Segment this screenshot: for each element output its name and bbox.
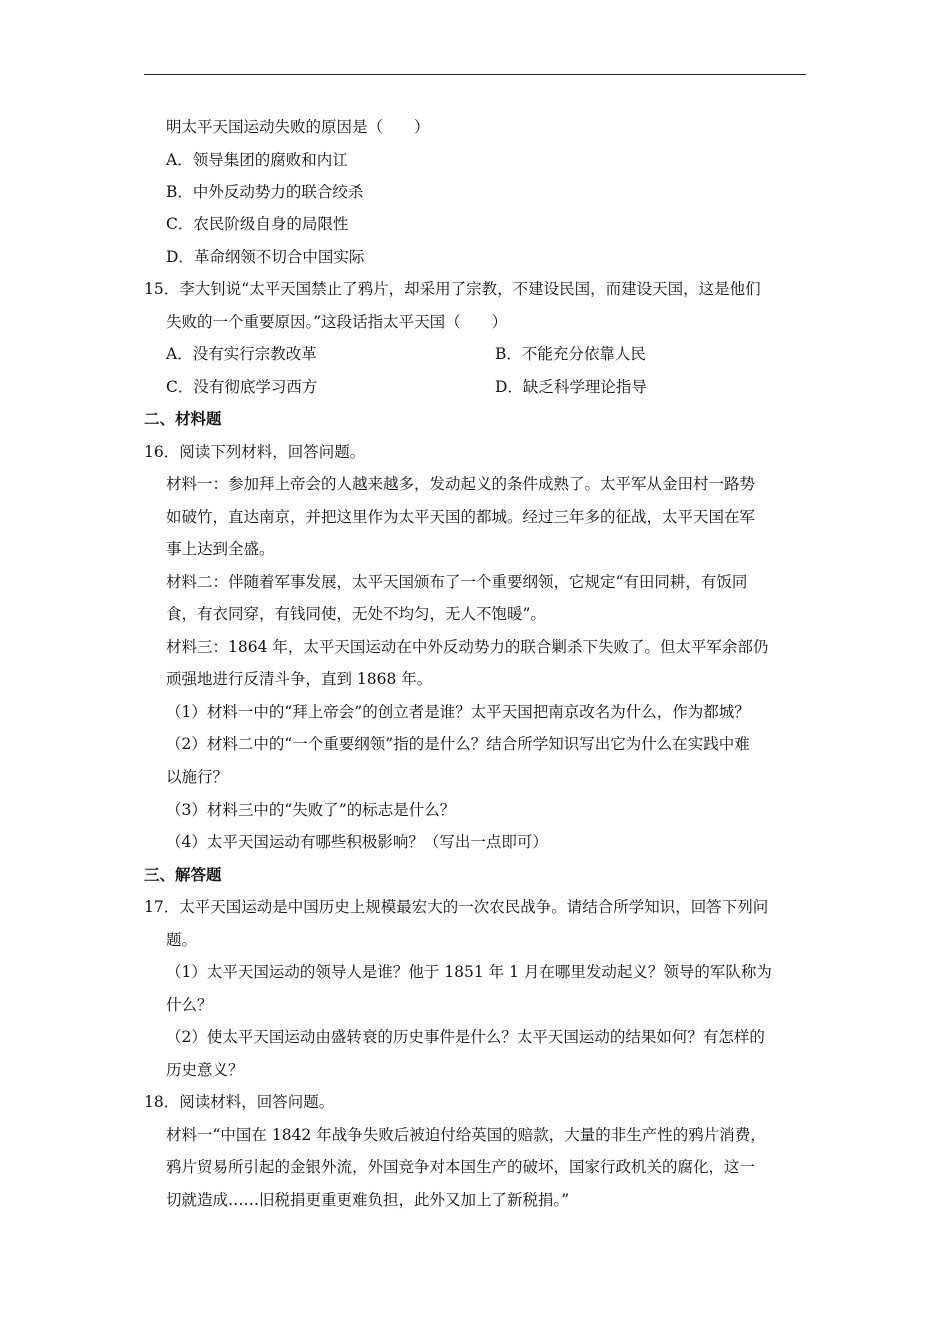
q16-subquestion-3: （3）材料三中的“失败了”的标志是什么？	[166, 801, 456, 819]
q16-material1-line2: 如破竹，直达南京，并把这里作为太平天国的都城。经过三年多的征战，太平天国在军	[166, 508, 756, 526]
q15-option-c: C．没有彻底学习西方	[166, 378, 318, 396]
q15-stem-line1: 15．李大钊说“太平天国禁止了鸦片，却采用了宗教，不建设民国，而建设天国，这是他们	[144, 280, 761, 298]
q17-stem-line1: 17．太平天国运动是中国历史上规模最宏大的一次农民战争。请结合所学知识，回答下列问	[144, 898, 769, 916]
q18-material1-line2: 鸦片贸易所引起的金银外流，外国竞争对本国生产的破坏，国家行政机关的腐化，这一	[166, 1158, 756, 1176]
q14-option-d: D．革命纲领不切合中国实际	[166, 248, 365, 266]
q16-intro: 16．阅读下列材料，回答问题。	[144, 443, 366, 461]
q16-subquestion-2-line2: 以施行？	[166, 768, 229, 786]
q17-subquestion-2-line1: （2）使太平天国运动由盛转衰的历史事件是什么？太平天国运动的结果如何？有怎样的	[166, 1028, 765, 1046]
section-title-materials: 二、材料题	[144, 409, 222, 428]
q14-option-c: C．农民阶级自身的局限性	[166, 215, 349, 233]
q15-option-a: A．没有实行宗教改革	[166, 345, 317, 363]
q16-material2-line2: 食，有衣同穿，有钱同使，无处不均匀，无人不饱暖”。	[166, 605, 546, 623]
q16-subquestion-2-line1: （2）材料二中的“一个重要纲领”指的是什么？结合所学知识写出它为什么在实践中难	[166, 735, 750, 753]
q18-material1-line1: 材料一“中国在 1842 年战争失败后被迫付给英国的赔款，大量的非生产性的鸦片消费，	[166, 1126, 766, 1144]
q17-subquestion-1-line1: （1）太平天国运动的领导人是谁？他于 1851 年 1 月在哪里发动起义？领导的军队称为	[166, 963, 772, 981]
q16-subquestion-4: （4）太平天国运动有哪些积极影响？（写出一点即可）	[166, 833, 548, 851]
q15-option-d: D．缺乏科学理论指导	[495, 378, 647, 396]
header-rule	[144, 74, 806, 75]
q18-intro: 18．阅读材料，回答问题。	[144, 1093, 335, 1111]
q17-subquestion-2-line2: 历史意义？	[166, 1061, 244, 1079]
q14-option-a: A．领导集团的腐败和内讧	[166, 151, 348, 169]
q16-subquestion-1: （1）材料一中的“拜上帝会”的创立者是谁？太平天国把南京改名为什么，作为都城？	[166, 703, 750, 721]
q16-material3-line1: 材料三：1864 年，太平天国运动在中外反动势力的联合剿杀下失败了。但太平军余部仍	[166, 638, 769, 656]
q14-stem-tail: 明太平天国运动失败的原因是（ ）	[166, 118, 430, 136]
q16-material1-line1: 材料一：参加拜上帝会的人越来越多，发动起义的条件成熟了。太平军从金田村一路势	[166, 475, 756, 493]
q17-subquestion-1-line2: 什么？	[166, 996, 213, 1014]
q16-material1-line3: 事上达到全盛。	[166, 540, 275, 558]
q15-option-b: B．不能充分依靠人民	[495, 345, 646, 363]
q14-option-b: B．中外反动势力的联合绞杀	[166, 183, 364, 201]
q16-material3-line2: 顽强地进行反清斗争，直到 1868 年。	[166, 670, 433, 688]
q17-stem-line2: 题。	[166, 931, 198, 949]
q18-material1-line3: 切就造成……旧税捐更重更难负担，此外又加上了新税捐。”	[166, 1191, 570, 1209]
section-title-answers: 三、解答题	[144, 865, 222, 884]
q16-material2-line1: 材料二：伴随着军事发展，太平天国颁布了一个重要纲领，它规定“有田同耕，有饭同	[166, 573, 748, 591]
q15-stem-line2: 失败的一个重要原因。”这段话指太平天国（ ）	[166, 313, 508, 331]
